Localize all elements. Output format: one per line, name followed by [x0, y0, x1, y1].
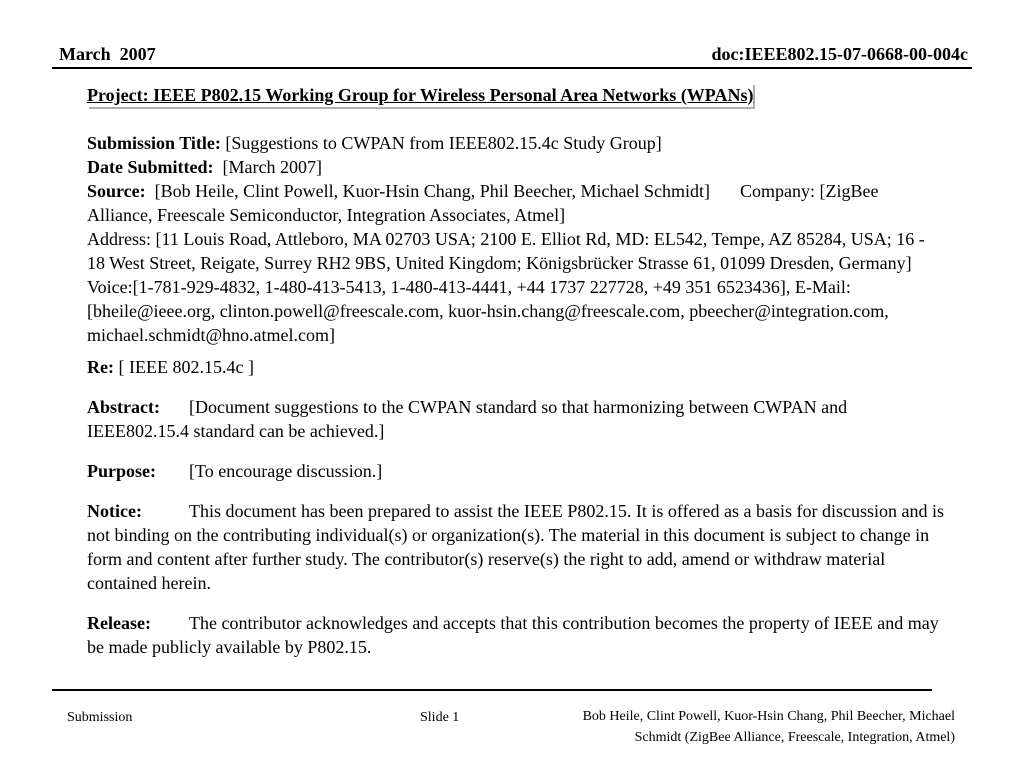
footer-divider: [52, 689, 932, 691]
date-submitted-value: [March 2007]: [222, 157, 322, 177]
header-doc-id: doc:IEEE802.15-07-0668-00-004c: [711, 44, 968, 64]
submission-title-line: [87, 131, 947, 155]
footer-authors-line2: Schmidt (ZigBee Alliance, Freescale, Integration, Atmel): [634, 730, 955, 745]
source-voice: Voice:[1-781-929-4832, 1-480-413-5413, 1-480-413-4441, +44 1737 227728, +49 351 6523436], E-Mail:[bheile@ieee.org, clinton.powell@freescale.com, kuor-hsin.chang@freescale.com, pbeecher@integration.com, michael.schmidt@hno.atmel.com]: [87, 277, 889, 345]
date-submitted-line: [87, 155, 947, 179]
header-date: March 2007: [59, 44, 156, 64]
submission-title-value: [Suggestions to CWPAN from IEEE802.15.4c Study Group]: [225, 133, 662, 153]
project-title: Project: IEEE P802.15 Working Group for Wireless Personal Area Networks (WPANs): [87, 85, 754, 105]
footer-submission: Submission: [67, 710, 133, 725]
notice-label: Notice:: [87, 501, 142, 521]
submission-title-label: Submission Title:: [87, 133, 221, 153]
source-company: [ZigBee Alliance, Freescale Semiconductor, Integration Associates, Atmel]: [87, 181, 879, 225]
slide-body: [87, 83, 947, 659]
source-address: Address: [11 Louis Road, Attleboro, MA 02703 USA; 2100 E. Elliot Rd, MD: EL542, Tempe, AZ 85284, USA; 16 - 18 West Street, Reigate, Surrey RH2 9BS, United Kingdom; Königsbrücker Strasse 61, 01099 Dresden, Germany]: [87, 229, 925, 273]
purpose-value: [To encourage discussion.]: [189, 461, 383, 481]
re-value: [ IEEE 802.15.4c ]: [118, 357, 254, 377]
footer-slide-number: Slide 1: [420, 710, 460, 725]
release-label: Release:: [87, 613, 151, 633]
re-label: Re:: [87, 357, 114, 377]
source-label: Source:: [87, 181, 146, 201]
notice-value: This document has been prepared to assist the IEEE P802.15. It is offered as a basis for discussion and is not binding on the contributing individual(s) or organization(s). The material in this document is subject to change in form and content after further study. The contributor(s) reserve(s) the right to add, amend or withdraw material contained herein.: [87, 501, 945, 593]
abstract-paragraph: [87, 395, 947, 443]
notice-paragraph: [87, 499, 947, 595]
release-paragraph: [87, 611, 947, 659]
header-divider: [52, 67, 972, 69]
source-names: [Bob Heile, Clint Powell, Kuor-Hsin Chang, Phil Beecher, Michael Schmidt]: [154, 181, 711, 201]
source-line: [87, 179, 947, 227]
date-submitted-label: Date Submitted:: [87, 157, 214, 177]
abstract-value: [Document suggestions to the CWPAN standard so that harmonizing between CWPAN and IEEE802.15.4 standard can be achieved.]: [87, 397, 848, 441]
re-line: [87, 355, 947, 379]
release-value: The contributor acknowledges and accepts that this contribution becomes the property of IEEE and may be made publicly available by P802.15.: [87, 613, 939, 657]
abstract-label: Abstract:: [87, 397, 160, 417]
source-company-label: Company:: [740, 181, 816, 201]
footer-authors-line1: Bob Heile, Clint Powell, Kuor-Hsin Chang, Phil Beecher, Michael: [582, 709, 955, 724]
footer-authors: [475, 706, 955, 748]
purpose-paragraph: [87, 459, 947, 483]
purpose-label: Purpose:: [87, 461, 156, 481]
